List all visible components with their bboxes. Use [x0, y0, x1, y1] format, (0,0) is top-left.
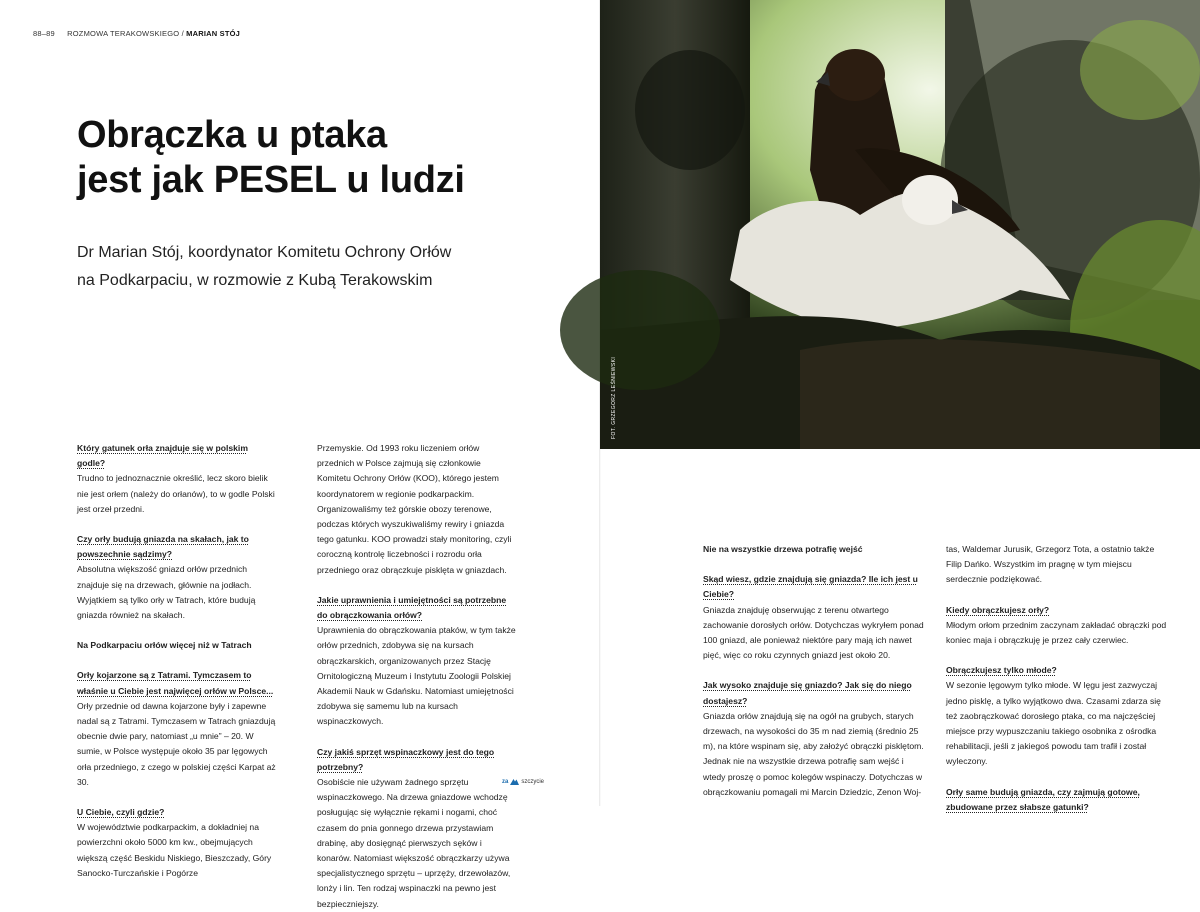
answer: Młodym orłom przednim zaczynam zakładać obrączki pod koniec maja i obrączkuję je przez cały czerwiec. — [946, 619, 1167, 646]
answer: W województwie podkarpackim, a dokładniej na powierzchni około 5000 km kw., obejmujących większą część Beskidu Niskiego, Bieszczady, Góry Sanocko-Turczańskie i Pogórze — [77, 822, 272, 878]
answer: W sezonie lęgowym tylko młode. W lęgu jest zazwyczaj jedno pisklę, a tylko wyjątkowo dwa. Czasami zdarza się też zaobrączkować dorosłego ptaka, co ma najczęściej miejsce przy wypuszczaniu takiego osobnika z ośrodka rehabilitacji, jeśli z jakiegoś powodu tam trafił i został wyleczony. — [946, 680, 1161, 767]
text-column-4 — [946, 542, 1168, 815]
answer: Przemyskie. Od 1993 roku liczeniem orłów przednich w Polsce zajmują się członkowie Komitetu Ochrony Orłów (KOO), którego jestem koordynatorem w regionie podkarpackim. Organizowaliśmy też górskie obozy terenowe, podczas których wyszukiwaliśmy rewiry i gniazda tego gatunku. KOO prowadzi stały monitoring, czyli coroczną kontrolę liczebności i rozrodu orła przedniego oraz obrączkuje pisklęta w gniazdach. — [317, 443, 512, 575]
answer: tas, Waldemar Jurusik, Grzegorz Tota, a ostatnio także Filip Dańko. Wszystkim im pragnę w tym miejscu serdecznie podziękować. — [946, 544, 1155, 585]
article-headline — [77, 113, 557, 203]
answer: Uprawnienia do obrączkowania ptaków, w tym także orłów przednich, zdobywa się na kursach obrączkarskich, organizowanych przez Stację Ornitologiczną Muzeum i Instytutu Zoologii Polskiej Akademii Nauk w Gdańsku. Natomiast umiejętności zdobywa się samemu lub na kursach wspinaczkowych. — [317, 625, 516, 727]
question: Który gatunek orła znajduje się w polskim godle? — [77, 443, 248, 469]
question: U Ciebie, czyli gdzie? — [77, 807, 165, 818]
photo-illustration — [600, 0, 1200, 449]
question: Kiedy obrączkujesz orły? — [946, 604, 1050, 615]
answer: Osobiście nie używam żadnego sprzętu wspinaczkowego. Na drzewa gniazdowe wchodzę posługując się wyłącznie rękami i nogami, choć czasem do pnia gonnego drzewa przystawiam drabinę, aby dosięgnąć pierwszych sęków i konarów. Natomiast większość obrączkarzy używa specjalistycznego sprzętu – uprzęży, drzewołazów, lonży i lin. Ten rodzaj wspinaczki na pewno jest bezpieczniejszy. — [317, 777, 511, 909]
magazine-logo — [502, 778, 544, 785]
article-lead — [77, 239, 557, 295]
answer: Trudno to jednoznacznie określić, lecz skoro bielik nie jest orłem (należy do orłanów), to w godle Polski jest orzeł przedni. — [77, 473, 275, 514]
question: Orły kojarzone są z Tatrami. Tymczasem to właśnie u Ciebie jest najwięcej orłów w Polsce... — [77, 670, 274, 696]
mountain-icon — [510, 778, 519, 785]
question: Jak wysoko znajduje się gniazdo? Jak się do niego dostajesz? — [703, 680, 912, 706]
subheading: Nie na wszystkie drzewa potrafię wejść — [703, 544, 863, 554]
question: Obrączkujesz tylko młode? — [946, 665, 1057, 676]
subheading: Na Podkarpaciu orłów więcej niż w Tatrach — [77, 640, 252, 651]
page-numbers: 88–89 — [33, 29, 55, 38]
text-column-2 — [317, 441, 517, 912]
question: Skąd wiesz, gdzie znajdują się gniazda? Ile ich jest u Ciebie? — [703, 574, 918, 600]
logo-word-1: za — [502, 778, 509, 785]
author-name: MARIAN STÓJ — [186, 29, 241, 38]
question: Orły same budują gniazda, czy zajmują gotowe, zbudowane przez słabsze gatunki? — [946, 786, 1140, 812]
question: Czy orły budują gniazda na skałach, jak to powszechnie sądzimy? — [77, 534, 249, 560]
running-head — [33, 29, 240, 38]
lead-line-1: Dr Marian Stój, koordynator Komitetu Ochrony Orłów — [77, 244, 452, 261]
section-title: ROZMOWA TERAKOWSKIEGO / — [67, 29, 187, 38]
eagle-nest-photo — [600, 0, 1200, 449]
lead-line-2: na Podkarpaciu, w rozmowie z Kubą Terakowskim — [77, 272, 433, 289]
headline-line-1: Obrączka u ptaka — [77, 114, 387, 156]
question: Czy jakiś sprzęt wspinaczkowy jest do tego potrzebny? — [317, 746, 495, 772]
headline-line-2: jest jak PESEL u ludzi — [77, 159, 465, 201]
text-column-3 — [703, 542, 925, 800]
photo-credit: FOT. GRZEGORZ LEŚNIEWSKI — [611, 356, 617, 439]
question: Jakie uprawnienia i umiejętności są potrzebne do obrączkowania orłów? — [317, 594, 507, 621]
logo-word-2: szczycie — [521, 778, 545, 785]
answer: Gniazda orłów znajdują się na ogół na grubych, starych drzewach, na wysokości do 35 m nad ziemią (średnio 25 m), na które wspinam się, aby założyć obrączki pisklętom. Jednak nie na wszystkie drzewa potrafię sam wejść i wtedy proszę o pomoc kolegów wspinaczy. Dotychczas w obrączkowaniu pomagali mi Marcin Dziedzic, Zenon Woj- — [703, 710, 924, 797]
text-column-1 — [77, 441, 277, 881]
answer: Absolutna większość gniazd orłów przednich znajduje się na drzewach, głównie na jodłach. Wyjątkiem są tylko orły w Tatrach, które budują gniazda również na skałach. — [77, 564, 256, 621]
answer: Gniazda znajduję obserwując z terenu otwartego zachowanie dorosłych orłów. Dotychczas wykryłem ponad 100 gniazd, ale ponieważ niektóre pary mają ich nawet pięć, więc co roku czynnych gniazd jest około 20. — [703, 604, 924, 661]
answer: Orły przednie od dawna kojarzone były i zapewne nadal są z Tatrami. Tymczasem w Tatrach gniazdują obecnie dwie pary, natomiast „u mnie” – 20. W sumie, w Polsce występuje około 35 par lęgowych orła przedniego, z czego w polskiej części Karpat aż 30. — [77, 700, 276, 787]
